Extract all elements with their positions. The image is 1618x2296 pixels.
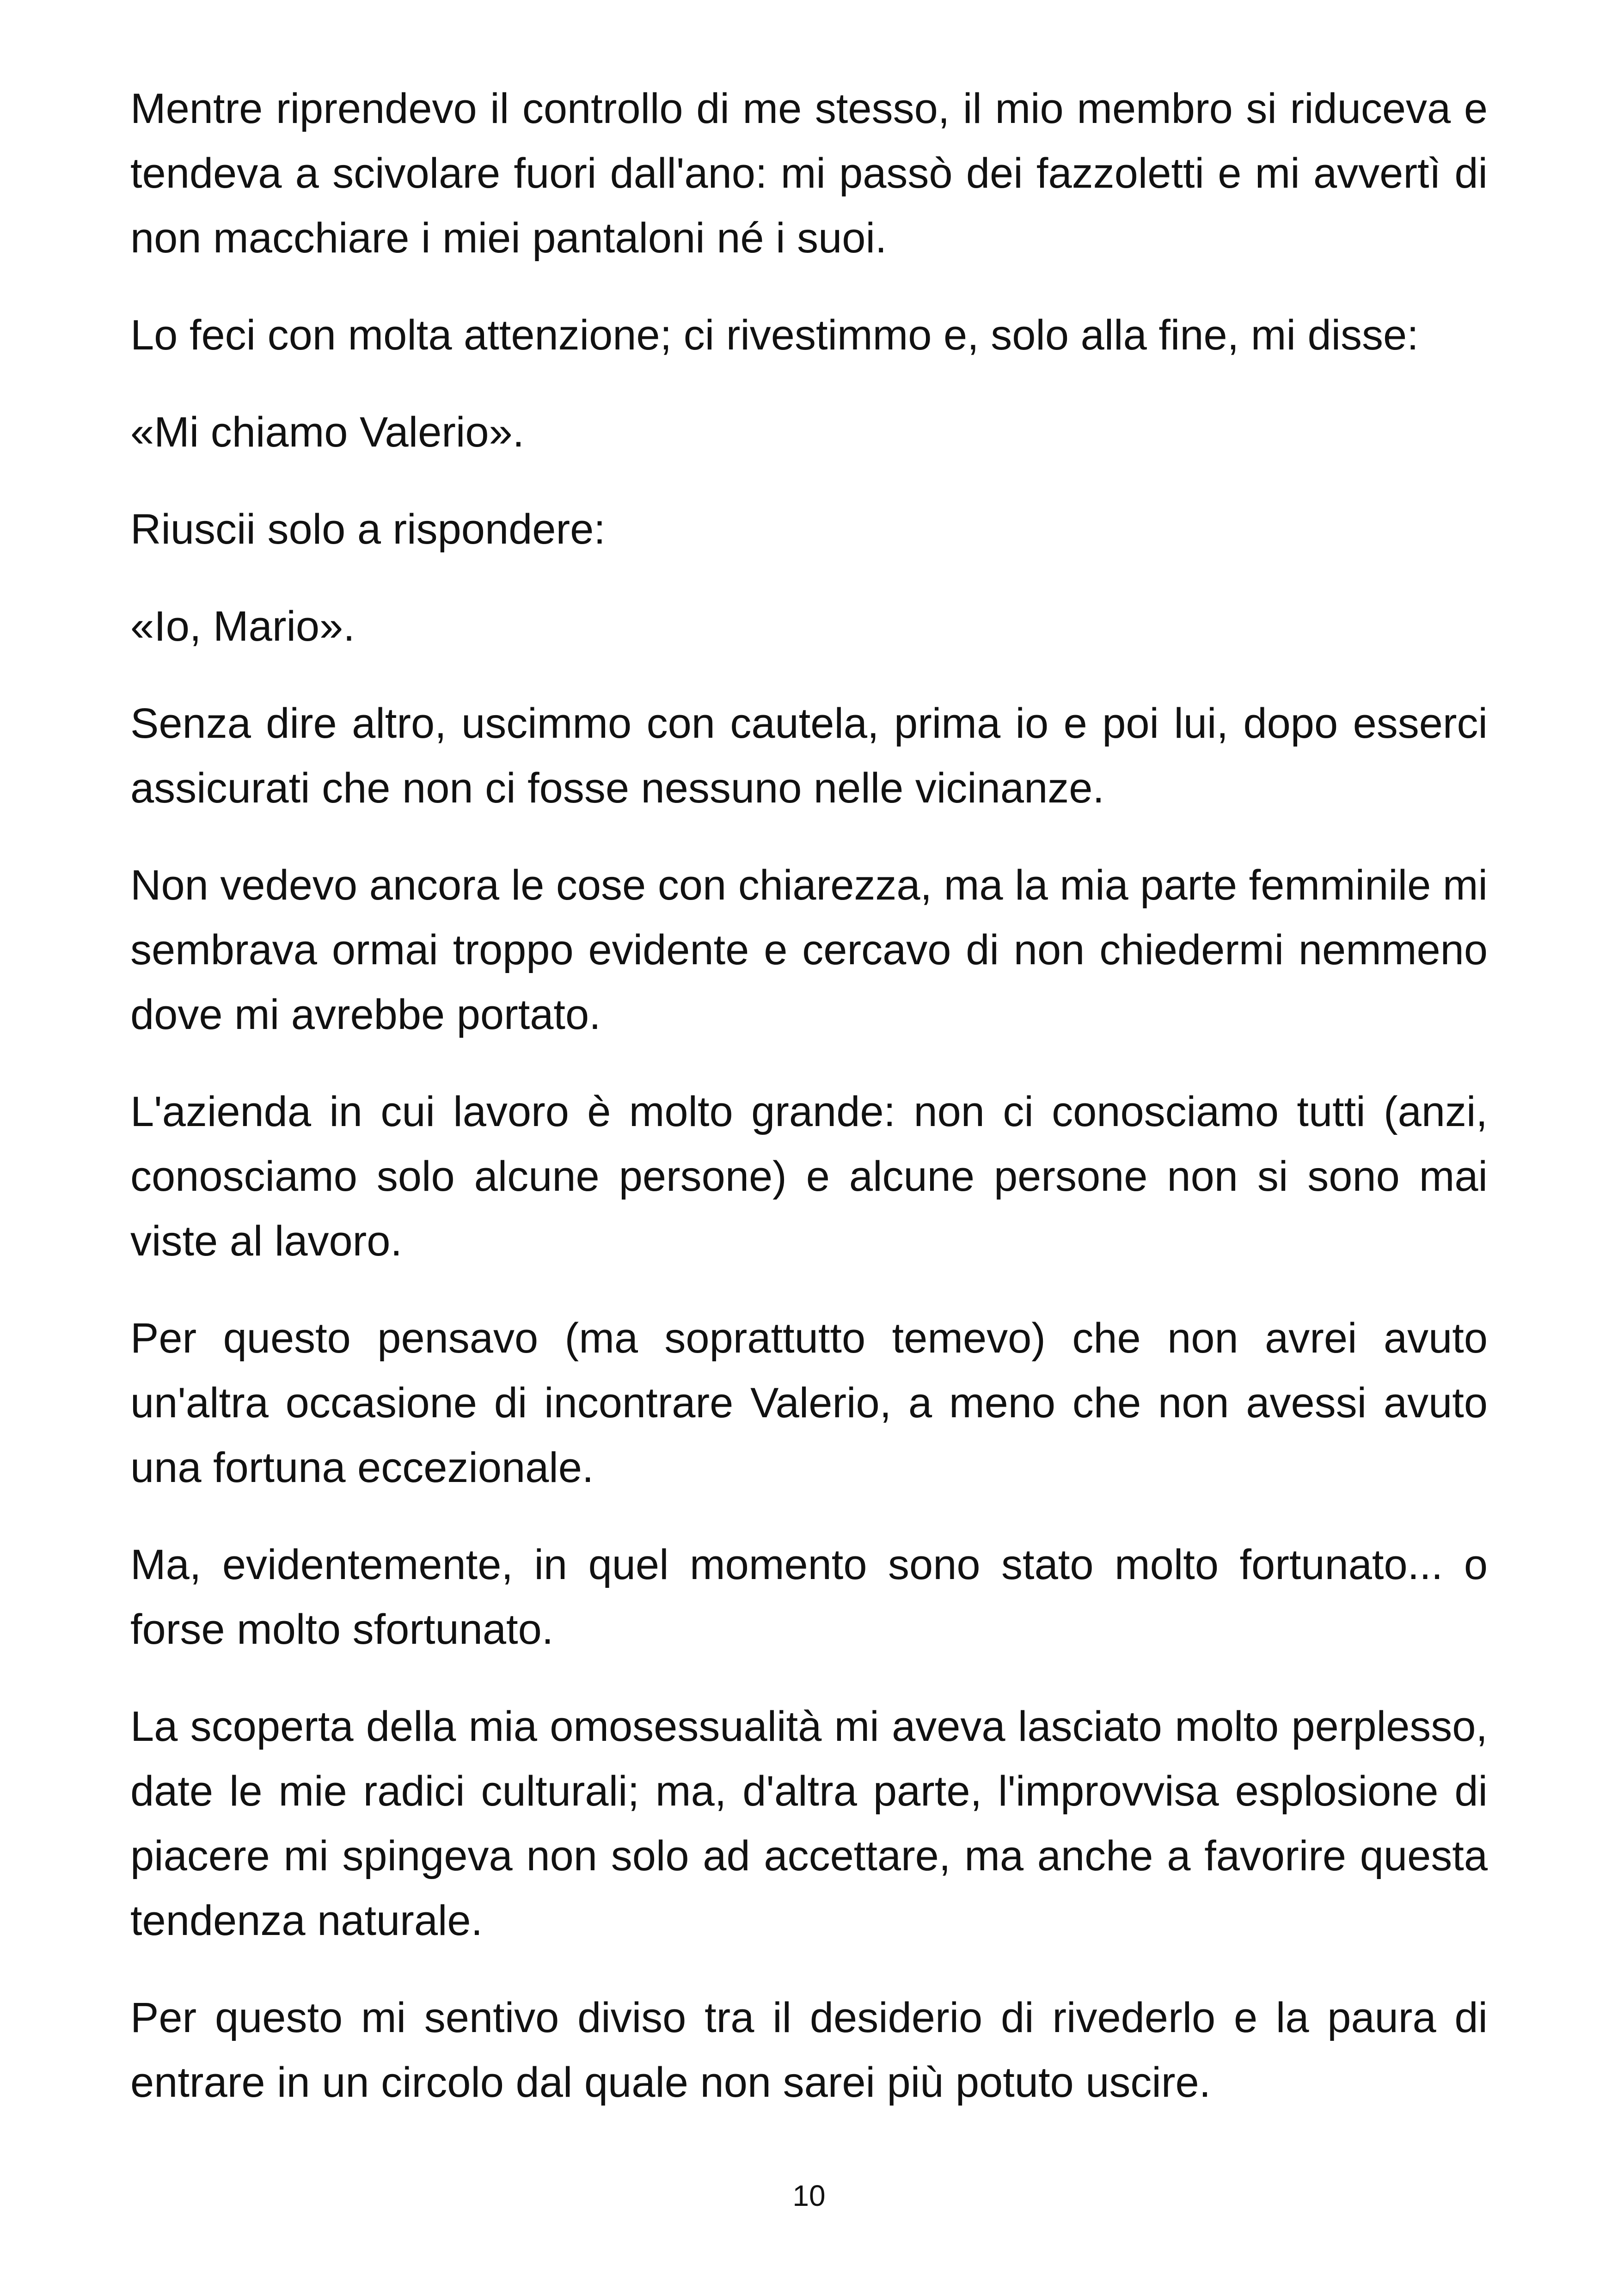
paragraph: Mentre riprendevo il controllo di me stesso, il mio membro si riduceva e tendeva a scivolare fuori dall'ano: mi passò dei fazzoletti e mi avvertì di non macchiare i miei pantaloni né i suoi. — [130, 85, 1488, 262]
paragraph: Lo feci con molta attenzione; ci rivestimmo e, solo alla fine, mi disse: — [130, 312, 1419, 359]
page-number: 10 — [792, 2179, 826, 2212]
body-text — [130, 76, 1488, 2147]
paragraph: Per questo mi sentivo diviso tra il desiderio di rivederlo e la paura di entrare in un circolo dal quale non sarei più potuto uscire. — [130, 1994, 1488, 2106]
paragraph: «Mi chiamo Valerio». — [130, 409, 525, 456]
paragraph: Per questo pensavo (ma soprattutto temevo) che non avrei avuto un'altra occasione di incontrare Valerio, a meno che non avessi avuto una fortuna eccezionale. — [130, 1315, 1488, 1491]
paragraph: Riuscii solo a rispondere: — [130, 506, 606, 553]
paragraph: Non vedevo ancora le cose con chiarezza, ma la mia parte femminile mi sembrava ormai troppo evidente e cercavo di non chiedermi nemmeno dove mi avrebbe portato. — [130, 862, 1488, 1038]
paragraph: Senza dire altro, uscimmo con cautela, prima io e poi lui, dopo esserci assicurati che non ci fosse nessuno nelle vicinanze. — [130, 700, 1488, 812]
paragraph: «Io, Mario». — [130, 603, 355, 650]
paragraph: Ma, evidentemente, in quel momento sono stato molto fortunato... o forse molto sfortunato. — [130, 1541, 1488, 1653]
paragraph: La scoperta della mia omosessualità mi aveva lasciato molto perplesso, date le mie radici culturali; ma, d'altra parte, l'improvvisa esplosione di piacere mi spingeva non solo ad accettare, ma anche a favorire questa tendenza naturale. — [130, 1703, 1488, 1944]
paragraph: L'azienda in cui lavoro è molto grande: non ci conosciamo tutti (anzi, conosciamo solo alcune persone) e alcune persone non si sono mai viste al lavoro. — [130, 1088, 1488, 1265]
